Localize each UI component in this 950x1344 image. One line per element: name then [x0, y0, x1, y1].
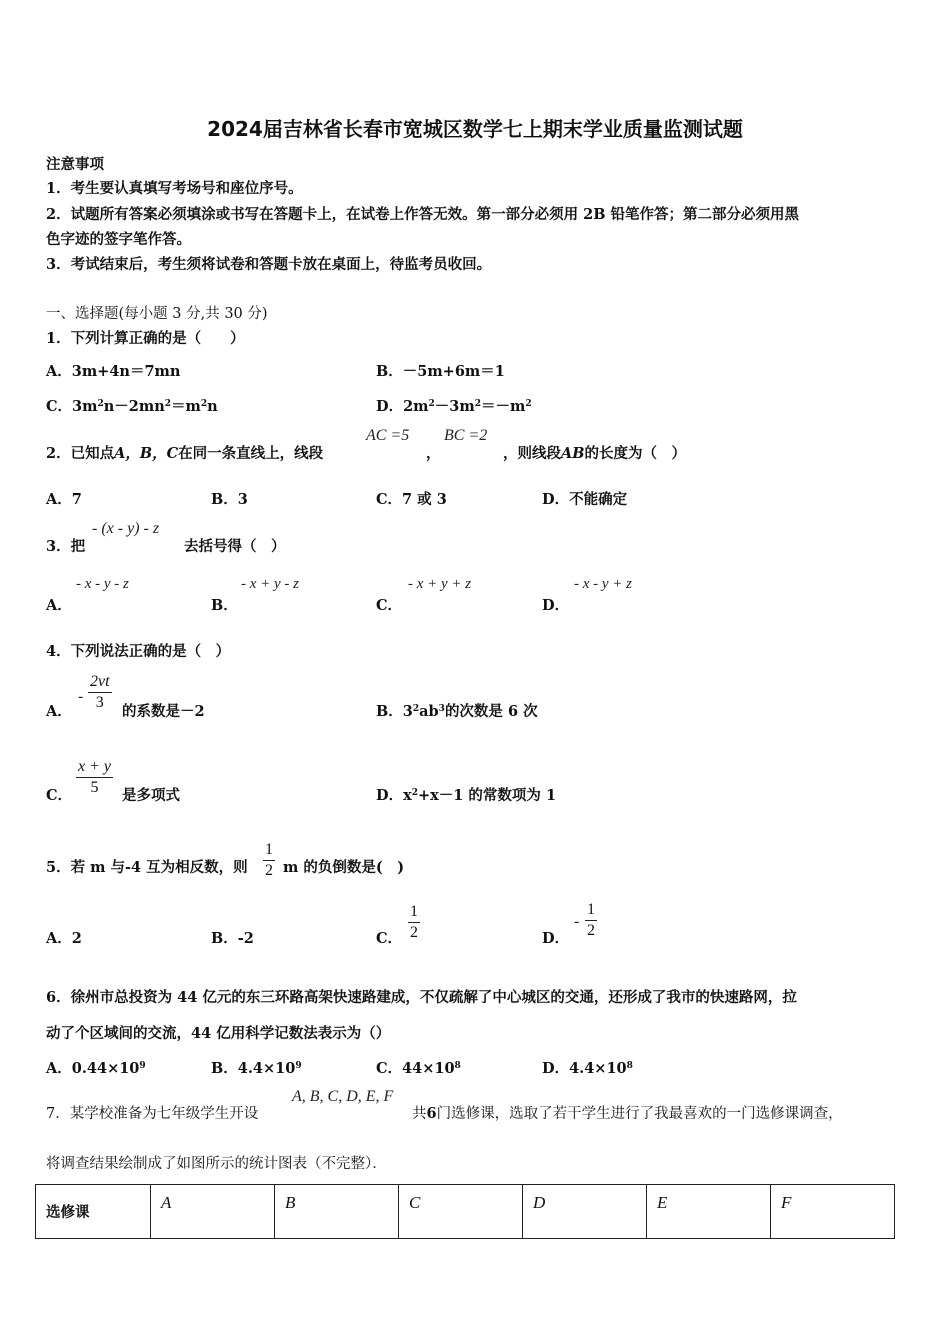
question-7-list: A, B, C, D, E, F [292, 1088, 394, 1105]
question-5-option-b: B．-2 [211, 930, 254, 947]
question-2-stem-end: ，则线段AB的长度为（ ） [503, 445, 687, 462]
question-4-stem: 4．下列说法正确的是（ ） [46, 643, 231, 660]
question-2-option-b: B．3 [211, 491, 248, 508]
table-cell: C [399, 1185, 523, 1239]
question-5-option-c-fraction: 1 2 [410, 903, 418, 941]
question-4-option-a-text: 的系数是－2 [122, 703, 205, 720]
question-2-ac: AC =5 [366, 427, 410, 444]
question-6-option-a: A．$0.44\times 10^9$ [46, 1060, 146, 1077]
question-1-option-c: C．$3m^2n-2mn^2=m^2n$ [46, 398, 218, 415]
question-3-option-c-label: C． [376, 597, 403, 614]
question-3-option-d-label: D． [542, 597, 570, 614]
question-5-option-d-label: D． [542, 930, 570, 947]
question-7-post: 共6门选修课，选取了若干学生进行了我最喜欢的一门选修课调查， [412, 1105, 843, 1122]
question-3-expression: - (x - y) - z [92, 520, 160, 537]
table-cell: D [523, 1185, 647, 1239]
question-4-option-d: D．$x^2+x-1$ 的常数项为 1 [376, 787, 557, 804]
question-2-option-a: A．7 [46, 491, 82, 508]
table-header-cell: 选修课 [36, 1185, 151, 1239]
question-3-option-c: - x + y + z [408, 576, 472, 592]
question-2-bc: BC =2 [444, 427, 488, 444]
question-4-option-b: B．$3^2ab^3$的次数是 6 次 [376, 703, 538, 720]
question-2-stem: 2．已知点A，B，C在同一条直线上，线段 [46, 445, 324, 462]
question-5-option-d-fraction: 1 2 [587, 901, 595, 939]
question-3-pre: 3．把 [46, 538, 86, 555]
question-1-option-a: A．3m+4n＝7mn [46, 363, 181, 380]
question-5-option-c-label: C． [376, 930, 403, 947]
table-cell: F [771, 1185, 895, 1239]
question-3-option-a-label: A． [46, 597, 72, 614]
question-3-option-d: - x - y + z [574, 576, 633, 592]
question-4-option-a-minus: - [78, 688, 84, 705]
table-row [36, 1185, 895, 1239]
question-2-option-d: D．不能确定 [542, 491, 628, 508]
question-2-comma: ， [426, 445, 441, 462]
question-5-option-d-minus: - [574, 913, 580, 930]
question-3-option-b-label: B． [211, 597, 238, 614]
question-5-post: m 的负倒数是( ) [283, 859, 405, 876]
table-cell: A [151, 1185, 275, 1239]
question-6-option-b: B．$4.4\times 10^9$ [211, 1060, 302, 1077]
notice-item: 1．考生要认真填写考场号和座位序号。 [46, 180, 303, 197]
question-7-pre: 7．某学校准备为七年级学生开设 [46, 1106, 259, 1122]
question-5-fraction: 1 2 [265, 841, 273, 879]
question-1-option-b: B．－5m+6m＝1 [376, 363, 505, 380]
question-6-stem-line-1: 6．徐州市总投资为 44 亿元的东三环路高架快速路建成，不仅疏解了中心城区的交通，还形成了我市的快速路网，拉 [46, 989, 797, 1006]
question-1-option-d: D．$2m^2-3m^2=-m^2$ [376, 398, 532, 415]
notice-heading: 注意事项 [46, 156, 104, 173]
question-5-option-a: A．2 [46, 930, 82, 947]
question-5-pre: 5．若 m 与-4 互为相反数，则 [46, 859, 248, 876]
question-4-option-c-fraction: x + y 5 [78, 758, 111, 796]
notice-item: 色字迹的签字笔作答。 [46, 231, 191, 248]
question-2-option-c: C．7 或 3 [376, 491, 447, 508]
notice-item: 2．试题所有答案必须填涂或书写在答题卡上，在试卷上作答无效。第一部分必须用 2B 铅笔作答；第二部分必须用黑 [46, 206, 800, 223]
question-7-line-2: 将调查结果绘制成了如图所示的统计图表（不完整）． [46, 1156, 387, 1172]
elective-table [35, 1184, 895, 1239]
question-4-option-a-fraction: 2vt 3 [90, 673, 110, 711]
question-3-option-b: - x + y - z [241, 576, 300, 592]
table-cell: B [275, 1185, 399, 1239]
question-4-option-c-text: 是多项式 [122, 787, 180, 804]
page-title: 2024届吉林省长春市宽城区数学七上期末学业质量监测试题 [207, 117, 743, 141]
table-cell: E [647, 1185, 771, 1239]
question-4-option-a-label: A． [46, 703, 72, 720]
question-1-stem: 1．下列计算正确的是（ ） [46, 330, 245, 347]
question-6-option-d: D．$4.4\times 10^8$ [542, 1060, 633, 1077]
question-3-post: 去括号得（ ） [184, 538, 286, 555]
question-6-option-c: C．$44\times 10^8$ [376, 1060, 461, 1077]
question-6-stem-line-2: 动了个区域间的交流，44 亿用科学记数法表示为（） [46, 1025, 391, 1042]
section-heading: 一、选择题(每小题 3 分,共 30 分) [46, 306, 268, 322]
question-4-option-c-label: C． [46, 787, 73, 804]
question-3-option-a: - x - y - z [76, 576, 129, 592]
notice-item: 3．考试结束后，考生须将试卷和答题卡放在桌面上，待监考员收回。 [46, 256, 492, 273]
